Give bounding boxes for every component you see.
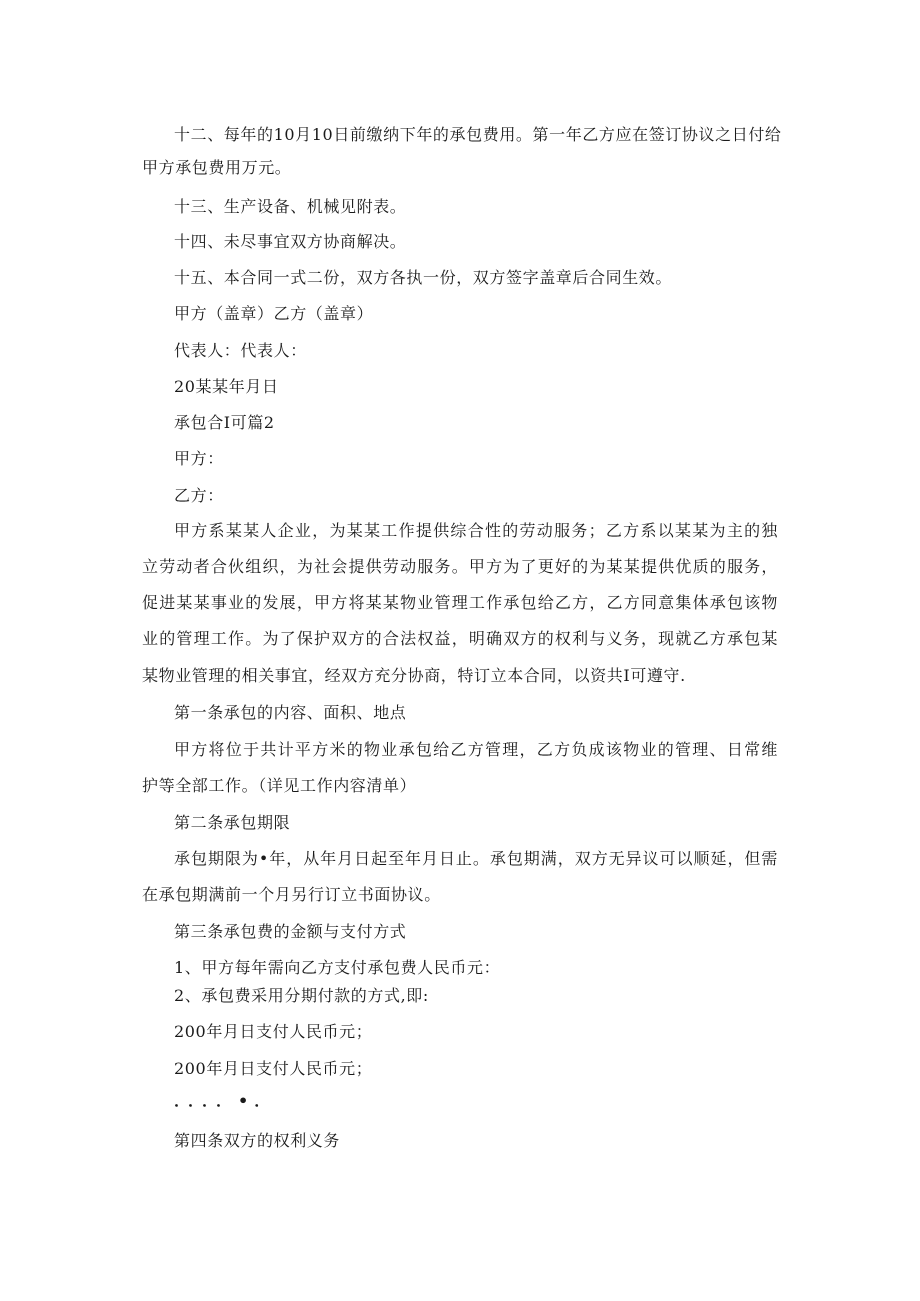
preamble-line-1: 甲方系某某人企业，为某某工作提供综合性的劳动服务；乙方系以某某为主的独 (174, 521, 778, 540)
preamble-line-3: 促进某某事业的发展，甲方将某某物业管理工作承包给乙方，乙方同意集体承包该物 (142, 593, 778, 612)
signing-date: 20某某年月日 (174, 377, 279, 396)
preamble-line-5: 某物业管理的相关事宜，经双方充分协商，特订立本合同，以资共I可遵守. (142, 666, 686, 685)
article-3-heading: 第三条承包费的金额与支付方式 (174, 922, 407, 941)
payment-line-1: 200年月日支付人民币元； (174, 1022, 373, 1041)
article-3-item-2: 2、承包费采用分期付款的方式,即: (174, 986, 429, 1005)
article-1-heading: 第一条承包的内容、面积、地点 (174, 703, 407, 722)
article-2-line-1: 承包期限为•年，从年月日起至年月日止。承包期满，双方无异议可以顺延，但需 (174, 849, 778, 868)
preamble-line-4: 业的管理工作。为了保护双方的合法权益，明确双方的权利与义务，现就乙方承包某 (142, 629, 778, 648)
article-4-heading: 第四条双方的权利义务 (174, 1131, 341, 1150)
article-1-line-1: 甲方将位于共计平方米的物业承包给乙方管理，乙方负成该物业的管理、日常维 (174, 740, 778, 759)
clause-12-line-2: 甲方承包费用万元。 (142, 158, 292, 177)
representatives: 代表人：代表人： (174, 341, 307, 360)
section-title-contract-2: 承包合I可篇2 (174, 413, 275, 432)
preamble-line-2: 立劳动者合伙组织，为社会提供劳动服务。甲方为了更好的为某某提供优质的服务， (142, 557, 778, 576)
clause-14: 十四、未尽事宜双方协商解决。 (174, 232, 407, 251)
clause-13: 十三、生产设备、机械见附表。 (174, 197, 407, 216)
article-2-heading: 第二条承包期限 (174, 813, 291, 832)
ellipsis-dots: ．．．．•． (174, 1091, 277, 1110)
clause-12-line-1: 十二、每年的10月10日前缴纳下年的承包费用。第一年乙方应在签订协议之日付给 (174, 125, 782, 144)
article-2-line-2: 在承包期满前一个月另行订立书面协议。 (142, 885, 441, 904)
party-seals: 甲方（盖章）乙方（盖章） (174, 304, 374, 323)
party-b-label: 乙方： (174, 486, 224, 505)
clause-15: 十五、本合同一式二份，双方各执一份，双方签字盖章后合同生效。 (174, 268, 673, 287)
payment-line-2: 200年月日支付人民币元； (174, 1059, 373, 1078)
party-a-label: 甲方： (174, 449, 224, 468)
article-1-line-2: 护等全部工作。（详见工作内容清单） (142, 776, 417, 795)
article-3-item-1: 1、甲方每年需向乙方支付承包费人民币元： (174, 958, 501, 977)
